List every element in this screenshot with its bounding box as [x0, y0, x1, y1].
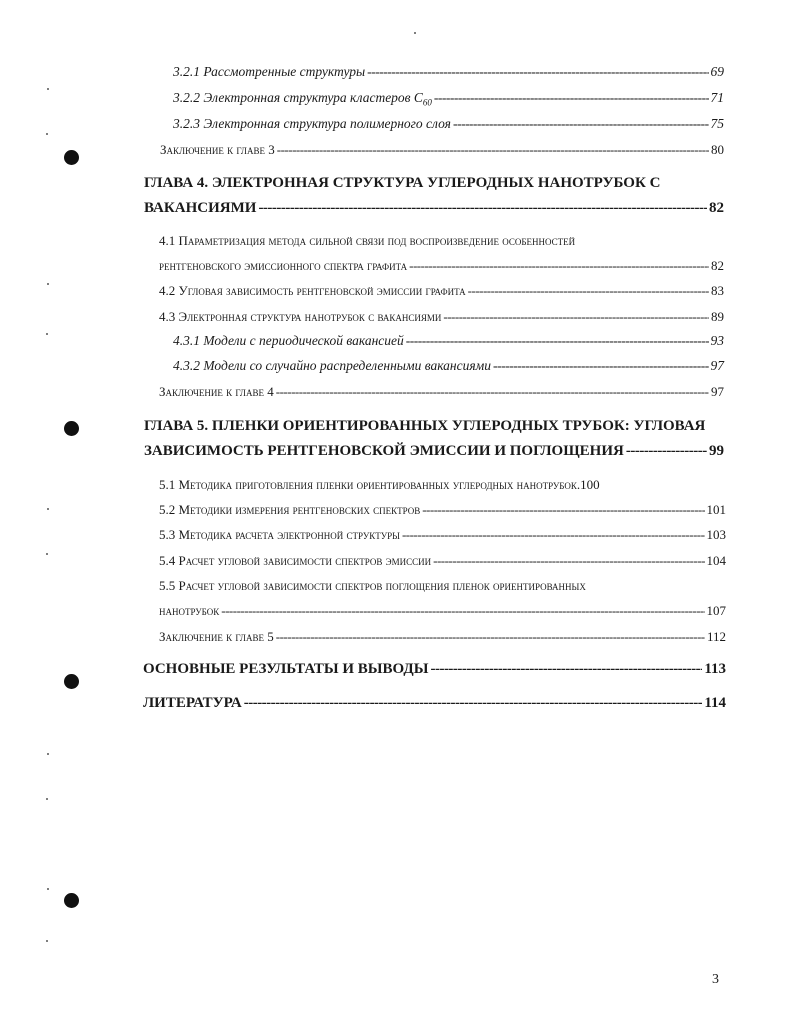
toc-entry-label: 4.2 Угловая зависимость рентгеновской эмиссии графита	[159, 283, 466, 298]
toc-entry-label: Заключение к главе 3	[160, 142, 275, 157]
toc-chapter-5-line1[interactable]: ГЛАВА 5. ПЛЕНКИ ОРИЕНТИРОВАННЫХ УГЛЕРОДНЫХ ТРУБОК: УГЛОВАЯ	[144, 418, 706, 434]
binder-hole	[64, 421, 79, 436]
toc-entry-label: 4.3.2 Модели со случайно распределенными вакансиями	[173, 358, 492, 373]
toc-entry-page: 104	[706, 553, 726, 568]
toc-entry-5-5[interactable]	[159, 603, 726, 619]
dot-leader	[406, 333, 709, 349]
toc-entry-page: 82	[711, 258, 724, 273]
dot-leader	[276, 629, 705, 645]
scan-speck	[46, 553, 48, 555]
toc-entry-results[interactable]	[143, 661, 726, 678]
toc-chapter-4[interactable]	[144, 200, 724, 217]
toc-entry-page: 89	[711, 309, 724, 324]
toc-entry-page: 82	[709, 200, 724, 216]
toc-entry-label: ЛИТЕРАТУРА	[143, 695, 242, 711]
dot-leader	[402, 527, 705, 543]
toc-entry-3-2-3[interactable]	[173, 116, 724, 132]
toc-entry-conclusion-3[interactable]	[160, 142, 724, 158]
toc-entry-4-3-2[interactable]	[173, 358, 724, 374]
toc-entry-5-3[interactable]	[159, 527, 726, 543]
dot-leader	[433, 553, 704, 569]
toc-entry-label: 5.3 Методика расчета электронной структуры	[159, 527, 400, 542]
toc-entry-5-1[interactable]	[159, 477, 726, 493]
dot-leader	[443, 309, 709, 325]
dot-leader	[434, 90, 709, 106]
toc-entry-page: 97	[711, 384, 724, 399]
scan-speck	[47, 753, 49, 755]
toc-entry-label: 3.2.1 Рассмотренные структуры	[173, 64, 366, 79]
scan-speck	[46, 133, 48, 135]
toc-entry-4-2[interactable]	[159, 283, 724, 299]
toc-entry-page: 101	[706, 502, 726, 517]
toc-entry-label: 5.2 Методики измерения рентгеновских спектров	[159, 502, 421, 517]
toc-entry-4-1[interactable]	[159, 258, 724, 274]
toc-entry-page: 83	[711, 283, 724, 298]
scan-speck	[47, 888, 49, 890]
toc-entry-page: 97	[710, 358, 724, 373]
toc-entry-page: 107	[706, 603, 726, 618]
toc-entry-4-1-line1[interactable]: 4.1 Параметризация метода сильной связи под воспроизведение особенностей	[159, 233, 576, 248]
toc-entry-page: 103	[706, 527, 726, 542]
toc-entry-page: 80	[711, 142, 724, 157]
toc-entry-label: ЗАВИСИМОСТЬ РЕНТГЕНОВСКОЙ ЭМИССИИ И ПОГЛОЩЕНИЯ	[144, 443, 624, 459]
toc-chapter-5[interactable]	[144, 443, 724, 460]
toc-entry-conclusion-4[interactable]	[159, 384, 724, 400]
toc-entry-5-4[interactable]	[159, 553, 726, 569]
toc-entry-label: 5.1 Методика приготовления пленки ориентированных углеродных нанотрубок.	[159, 477, 581, 492]
subscript: 60	[422, 97, 432, 108]
dot-leader	[258, 200, 707, 217]
dot-leader	[409, 258, 709, 274]
dot-leader	[493, 358, 708, 374]
toc-entry-conclusion-5[interactable]	[159, 629, 726, 645]
toc-entry-label: ОСНОВНЫЕ РЕЗУЛЬТАТЫ И ВЫВОДЫ	[143, 661, 429, 677]
binder-hole	[64, 150, 79, 165]
dot-leader	[626, 443, 707, 460]
toc-entry-5-5-line1[interactable]: 5.5 Расчет угловой зависимости спектров поглощения пленок ориентированных	[159, 578, 586, 593]
binder-hole	[64, 674, 79, 689]
dot-leader	[430, 661, 702, 678]
toc-entry-page: 114	[704, 695, 726, 711]
toc-entry-page: 112	[706, 629, 726, 644]
toc-entry-page: 99	[709, 443, 724, 459]
toc-entry-label: Заключение к главе 4	[159, 384, 274, 399]
toc-entry-page: 113	[704, 661, 726, 677]
scan-speck	[46, 940, 48, 942]
toc-entry-3-2-2[interactable]	[173, 90, 724, 108]
scan-speck	[47, 508, 49, 510]
toc-entry-label: 3.2.2 Электронная структура кластеров $C_{60}$	[173, 90, 432, 108]
dot-leader	[221, 603, 704, 619]
toc-entry-page: 71	[710, 90, 724, 105]
toc-entry-label: ВАКАНСИЯМИ	[144, 200, 257, 216]
scan-speck	[46, 798, 48, 800]
scan-speck	[414, 32, 416, 34]
dot-leader	[276, 384, 709, 400]
binder-hole	[64, 893, 79, 908]
toc-entry-page: 69	[710, 64, 724, 79]
toc-entry-label: рентгеновского эмиссионного спектра графита	[159, 258, 408, 273]
toc-chapter-4-line1[interactable]: ГЛАВА 4. ЭЛЕКТРОННАЯ СТРУКТУРА УГЛЕРОДНЫХ НАНОТРУБОК С	[144, 175, 661, 191]
toc-entry-literature[interactable]	[143, 695, 726, 712]
scan-speck	[47, 88, 49, 90]
scan-speck	[46, 333, 48, 335]
toc-entry-label: нанотрубок	[159, 603, 220, 618]
toc-entry-label: Заключение к главе 5	[159, 629, 274, 644]
page-number: 3	[712, 972, 719, 987]
toc-entry-label: 3.2.3 Электронная структура полимерного слоя	[173, 116, 451, 131]
toc-entry-4-3-1[interactable]	[173, 333, 724, 349]
toc-entry-4-3[interactable]	[159, 309, 724, 325]
dot-leader	[277, 142, 709, 158]
toc-entry-page: 100	[580, 477, 600, 492]
dot-leader	[422, 502, 704, 518]
dot-leader	[468, 283, 709, 299]
dot-leader	[367, 64, 708, 80]
scan-speck	[47, 283, 49, 285]
toc-entry-3-2-1[interactable]	[173, 64, 724, 80]
toc-entry-label: 5.4 Расчет угловой зависимости спектров эмиссии	[159, 553, 432, 568]
dot-leader	[244, 695, 703, 712]
toc-entry-5-2[interactable]	[159, 502, 726, 518]
dot-leader	[453, 116, 709, 132]
toc-entry-label: 4.3 Электронная структура нанотрубок с вакансиями	[159, 309, 442, 324]
toc-entry-page: 93	[710, 333, 724, 348]
toc-entry-page: 75	[710, 116, 724, 131]
toc-entry-label: 4.3.1 Модели с периодической вакансией	[173, 333, 404, 348]
